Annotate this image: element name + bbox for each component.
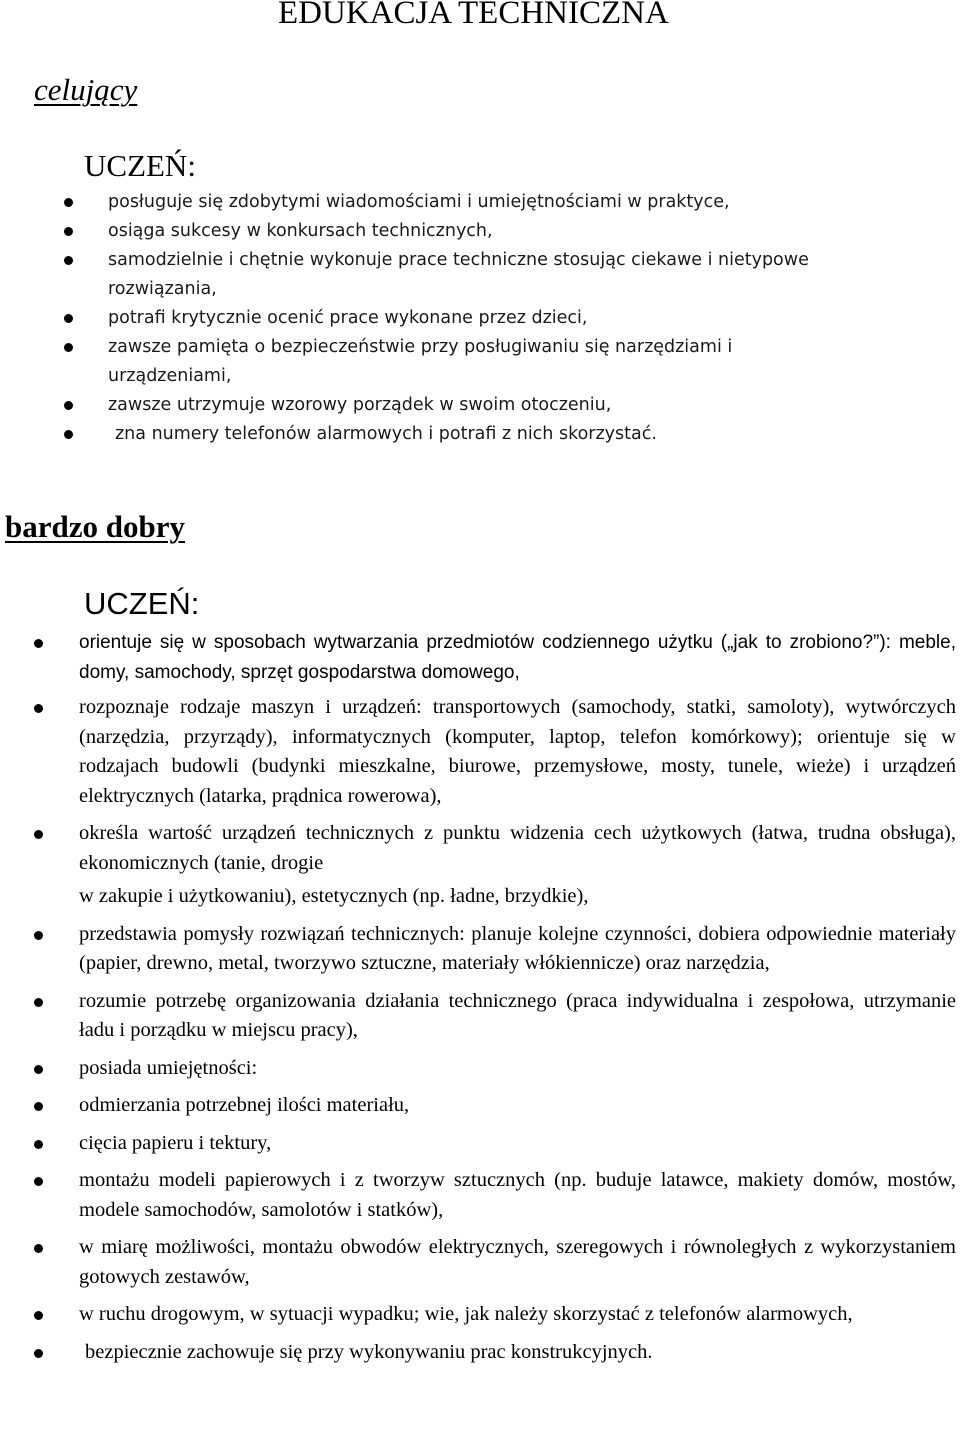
list-item: posiada umiejętności:: [0, 1054, 960, 1084]
bullet-icon: [34, 704, 43, 713]
bullet-icon: [64, 401, 73, 410]
list-item: posługuje się zdobytymi wiadomościami i umiejętnościami w praktyce,: [0, 188, 960, 217]
list-item: montażu modeli papierowych i z tworzyw sztucznych (np. buduje latawce, makiety domów, mostów, modele samochodów, samolotów i statków),: [0, 1166, 960, 1225]
bullet-icon: [34, 998, 43, 1007]
list-item: rozumie potrzebę organizowania działania technicznego (praca indywidualna i zespołowa, utrzymanie ładu i porządku w miejscu pracy),: [0, 987, 960, 1046]
list-item: potrafi krytycznie ocenić prace wykonane przez dzieci,: [0, 304, 960, 333]
bullet-icon: [34, 1140, 43, 1149]
list-item: zawsze pamięta o bezpieczeństwie przy posługiwaniu się narzędziami i urządzeniami,: [0, 333, 960, 391]
bullet-icon: [64, 198, 73, 207]
list-item: w miarę możliwości, montażu obwodów elektrycznych, szeregowych i równoległych z wykorzystaniem gotowych zestawów,: [0, 1233, 960, 1292]
list-item: bezpiecznie zachowuje się przy wykonywaniu prac konstrukcyjnych.: [0, 1338, 960, 1368]
list-item: osiąga sukcesy w konkursach technicznych,: [0, 217, 960, 246]
list-item: przedstawia pomysły rozwiązań technicznych: planuje kolejne czynności, dobiera odpowiednie materiały (papier, drewno, metal, tworzywo sztuczne, materiały włókiennicze) oraz narzędzia,: [0, 920, 960, 979]
bullet-icon: [34, 1349, 43, 1358]
list-item: samodzielnie i chętnie wykonuje prace techniczne stosując ciekawe i nietypowe rozwiązania,: [0, 246, 960, 304]
list-item: zna numery telefonów alarmowych i potrafi z nich skorzystać.: [0, 420, 960, 449]
bullet-icon: [34, 1177, 43, 1186]
list-item: w zakupie i użytkowaniu), estetycznych (np. ładne, brzydkie),: [79, 885, 589, 907]
list-item: orientuje się w sposobach wytwarzania przedmiotów codziennego użytku („jak to zrobiono?”): meble, domy, samochody, sprzęt gospodarstwa domowego,: [0, 628, 960, 687]
list-item: cięcia papieru i tektury,: [0, 1129, 960, 1159]
student-heading-celujacy: UCZEŃ:: [84, 148, 196, 183]
bullet-icon: [64, 314, 73, 323]
bullet-icon: [34, 1102, 43, 1111]
grade-heading-bardzo-dobry: bardzo dobry: [5, 509, 185, 544]
bullet-icon: [34, 1244, 43, 1253]
requirements-list-bardzo-dobry: [0, 628, 960, 1367]
list-item: określa wartość urządzeń technicznych z punktu widzenia cech użytkowych (łatwa, trudna obsługa), ekonomicznych (tanie, drogie: [0, 819, 960, 878]
list-item: zawsze utrzymuje wzorowy porządek w swoim otoczeniu,: [0, 391, 960, 420]
list-item: odmierzania potrzebnej ilości materiału,: [0, 1091, 960, 1121]
bullet-icon: [34, 1311, 43, 1320]
bullet-icon: [34, 1065, 43, 1074]
bullet-icon: [34, 931, 43, 940]
document-title: EDUKACJA TECHNICZNA: [278, 0, 669, 31]
bullet-icon: [64, 256, 73, 265]
list-item: w ruchu drogowym, w sytuacji wypadku; wie, jak należy skorzystać z telefonów alarmowych,: [0, 1300, 960, 1330]
bullet-icon: [64, 430, 73, 439]
requirements-list-celujacy: [0, 188, 960, 449]
student-heading-bardzo-dobry: UCZEŃ:: [84, 586, 200, 621]
bullet-icon: [64, 227, 73, 236]
bullet-icon: [34, 639, 43, 648]
grade-heading-celujacy: celujący: [34, 72, 138, 107]
bullet-icon: [64, 343, 73, 352]
list-item: rozpoznaje rodzaje maszyn i urządzeń: transportowych (samochody, statki, samoloty), wytwórczych (narzędzia, przyrządy), informatycznych (komputer, laptop, telefon komórkowy); orientuje się w rodzajach budowli (budynki mieszkalne, biurowe, przemysłowe, mosty, tunele, wieże) i urządzeń elektrycznych (latarka, prądnica rowerowa),: [0, 693, 960, 811]
bullet-icon: [34, 830, 43, 839]
